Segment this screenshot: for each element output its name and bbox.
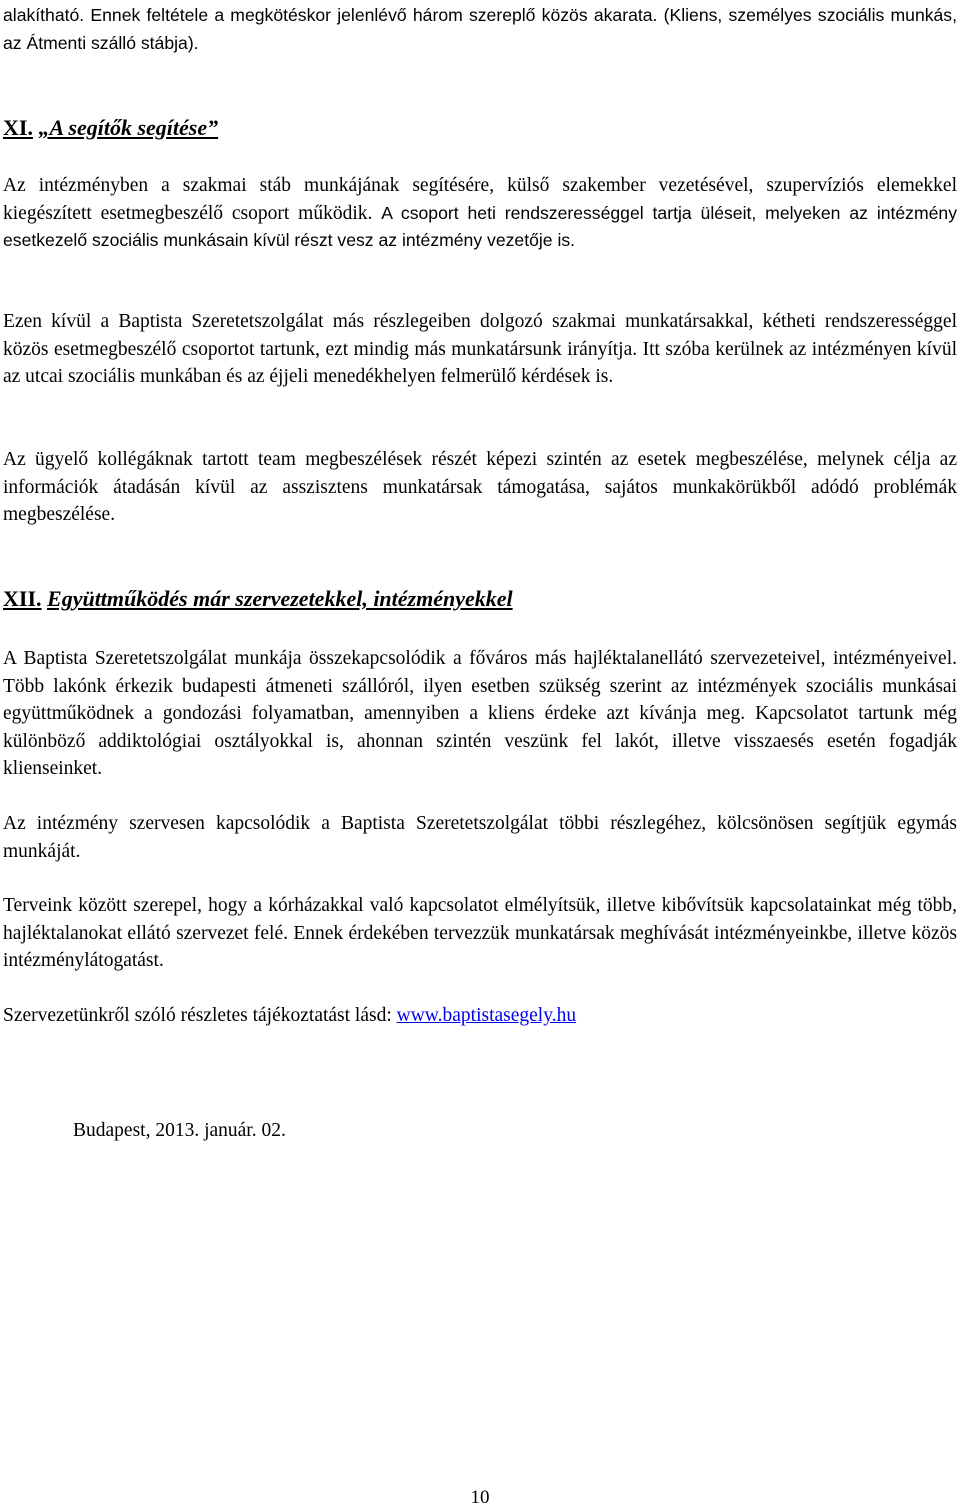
section-xi-number: XI. [3,115,33,140]
section-xii-paragraph-2: Az intézmény szervesen kapcsolódik a Baptista Szeretetszolgálat többi részlegéhez, kölcsönösen segítjük egymás munkáját. [3,813,957,862]
section-xii-paragraph-1: A Baptista Szeretetszolgálat munkája összekapcsolódik a főváros más hajléktalanellátó szervezeteivel, intézményeivel. Több lakónk érkezik budapesti átmeneti szállóról, ilyen esetben szükség szerint az intézmények szociális munkásai együttműködnek a gondozási folyamatban, amennyiben a kliens érdeke azt kívánja meg. Kapcsolatot tartunk még különböző addiktológiai osztályokkal is, ahonnan szintén veszünk fel lakót, illetve visszaesés esetén fogadják klienseinket. [3,648,957,779]
website-info-text: Szervezetünkről szóló részletes tájékoztatást lásd: [3,1005,392,1026]
section-xi-paragraph-3: Az ügyelő kollégáknak tartott team megbeszélések részét képezi szintén az esetek megbeszélése, melynek célja az információk átadásán kívül az asszisztens munkatársak támogatása, sajátos munkakörükből adódó problémák megbeszélése. [3,449,957,525]
section-xi-title: „A segítők segítése” [38,115,219,140]
website-info-paragraph [3,1002,957,1030]
section-xi-paragraph-2: Ezen kívül a Baptista Szeretetszolgálat más részlegeiben dolgozó szakmai munkatársakkal, kétheti rendszerességgel közös esetmegbeszélő csoportot tartunk, ezt mindig más munkatársunk irányítja. Itt szóba kerülnek az intézményen kívül az utcai szociális munkában és az éjjeli menedékhelyen felmerülő kérdések is. [3,311,957,387]
section-xi-paragraph-1-sans: A csoport heti rendszerességgel tartja üléseit, melyeken az intézmény esetkezelő szociális munkásain kívül részt vesz az intézmény vezetője is. [3,202,958,250]
document-date: Budapest, 2013. január. 02. [73,1120,286,1141]
section-xii-title: Együttműködés már szervezetekkel, intézményekkel [47,586,513,611]
section-xi-paragraph-1-serif: Az intézményben a szakmai stáb munkájának segítésére, külső szakember vezetésével, szupervíziós elemekkel kiegészített esetmegbeszélő csoport működik. [3,175,957,224]
section-xii-paragraph-3: Terveink között szerepel, hogy a kórházakkal való kapcsolatot elmélyítsük, illetve kibővítsük kapcsolatainkat még több, hajléktalanokat ellátó szervezet felé. Ennek érdekében tervezzük munkatársak meghívását intézményeinkbe, illetve közös intézménylátogatást. [3,895,957,971]
page-number: 10 [470,1487,490,1508]
section-xii-heading [3,585,513,613]
section-xi-paragraph-1 [3,172,957,255]
section-xi-heading [3,114,218,142]
section-xii-number: XII. [3,586,42,611]
intro-paragraph: alakítható. Ennek feltétele a megkötéskor jelenlévő három szereplő közös akarata. (Kliens, személyes szociális munkás, az Átmenti szálló stábja). [3,5,957,53]
website-link[interactable]: www.baptistasegely.hu [396,1005,577,1026]
